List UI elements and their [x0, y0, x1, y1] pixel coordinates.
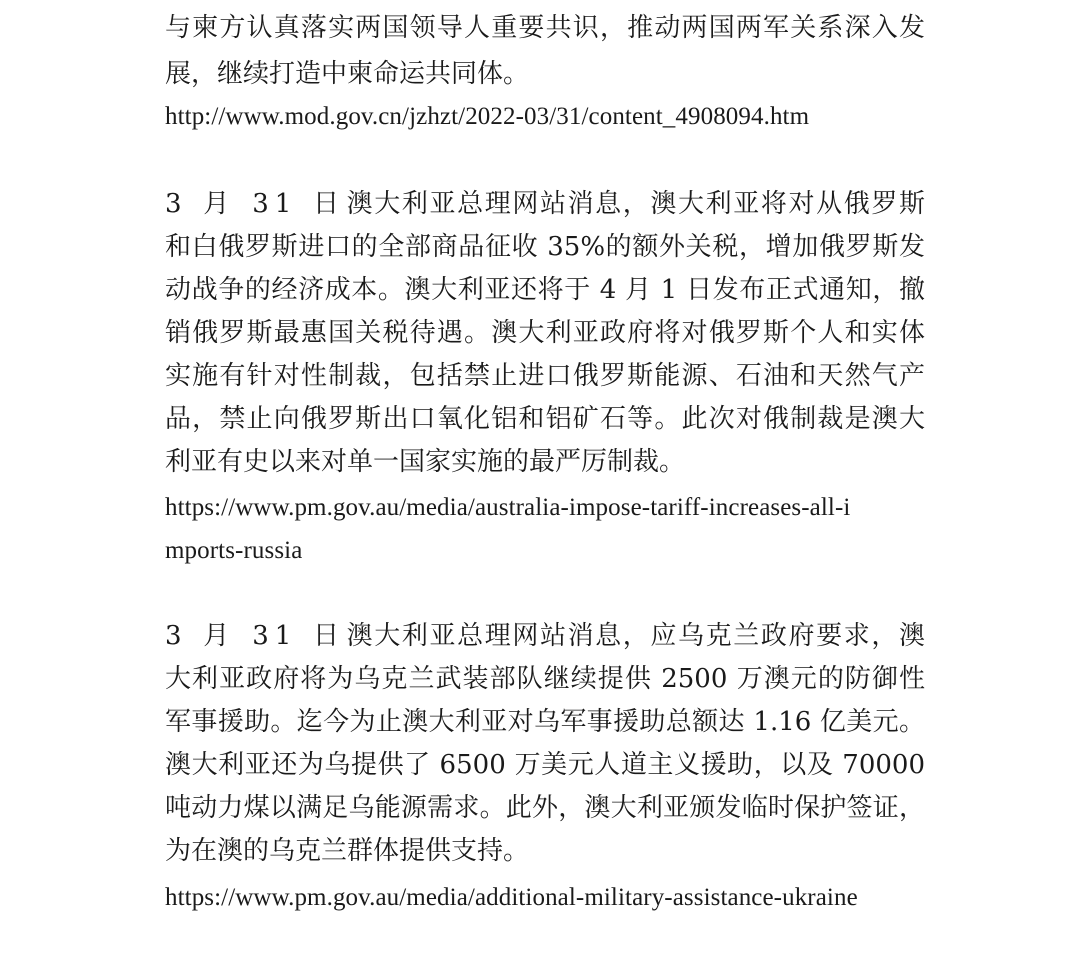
entry-top-url[interactable]: http://www.mod.gov.cn/jzhzt/2022-03/31/content_4908094.htm [165, 103, 810, 130]
entry-tariff-line-1 [165, 184, 925, 224]
entry-top-line-2: 展，继续打造中柬命运共同体。 [165, 59, 530, 89]
entry-aid-url[interactable]: https://www.pm.gov.au/media/additional-military-assistance-ukraine [165, 884, 858, 911]
entry-aid-line-1 [165, 616, 925, 656]
entry-aid-line-3: 军事援助。迄今为止澳大利亚对乌军事援助总额达 1.16 亿美元。 [165, 707, 925, 737]
entry-tariff-url-line-2[interactable]: mports-russia [165, 537, 303, 564]
entry-tariff-line-4: 销俄罗斯最惠国关税待遇。澳大利亚政府将对俄罗斯个人和实体 [165, 318, 925, 348]
entry-tariff-line-2: 和白俄罗斯进口的全部商品征收 35%的额外关税，增加俄罗斯发 [165, 232, 925, 262]
entry-tariff-line-1-text: 澳大利亚总理网站消息，澳大利亚将对从俄罗斯 [345, 189, 925, 219]
entry-tariff-line-7: 利亚有史以来对单一国家实施的最严厉制裁。 [165, 447, 686, 477]
entry-tariff-date: 3 月 31 日 [165, 189, 345, 219]
entry-tariff-line-5: 实施有针对性制裁，包括禁止进口俄罗斯能源、石油和天然气产 [165, 361, 925, 391]
entry-top-line-1: 与柬方认真落实两国领导人重要共识，推动两国两军关系深入发 [165, 13, 925, 43]
entry-aid-date: 3 月 31 日 [165, 621, 345, 651]
entry-aid-line-5: 吨动力煤以满足乌能源需求。此外，澳大利亚颁发临时保护签证， [165, 793, 925, 823]
entry-aid-line-2: 大利亚政府将为乌克兰武装部队继续提供 2500 万澳元的防御性 [165, 664, 925, 694]
entry-tariff-line-6: 品，禁止向俄罗斯出口氧化铝和铝矿石等。此次对俄制裁是澳大 [165, 404, 925, 434]
entry-tariff-url-line-1[interactable]: https://www.pm.gov.au/media/australia-impose-tariff-increases-all-i [165, 494, 851, 521]
entry-aid-line-6: 为在澳的乌克兰群体提供支持。 [165, 836, 530, 866]
entry-tariff-line-3: 动战争的经济成本。澳大利亚还将于 4 月 1 日发布正式通知，撤 [165, 275, 925, 305]
entry-aid-line-1-text: 澳大利亚总理网站消息，应乌克兰政府要求，澳 [345, 621, 925, 651]
entry-aid-line-4: 澳大利亚还为乌提供了 6500 万美元人道主义援助，以及 70000 [165, 750, 925, 780]
